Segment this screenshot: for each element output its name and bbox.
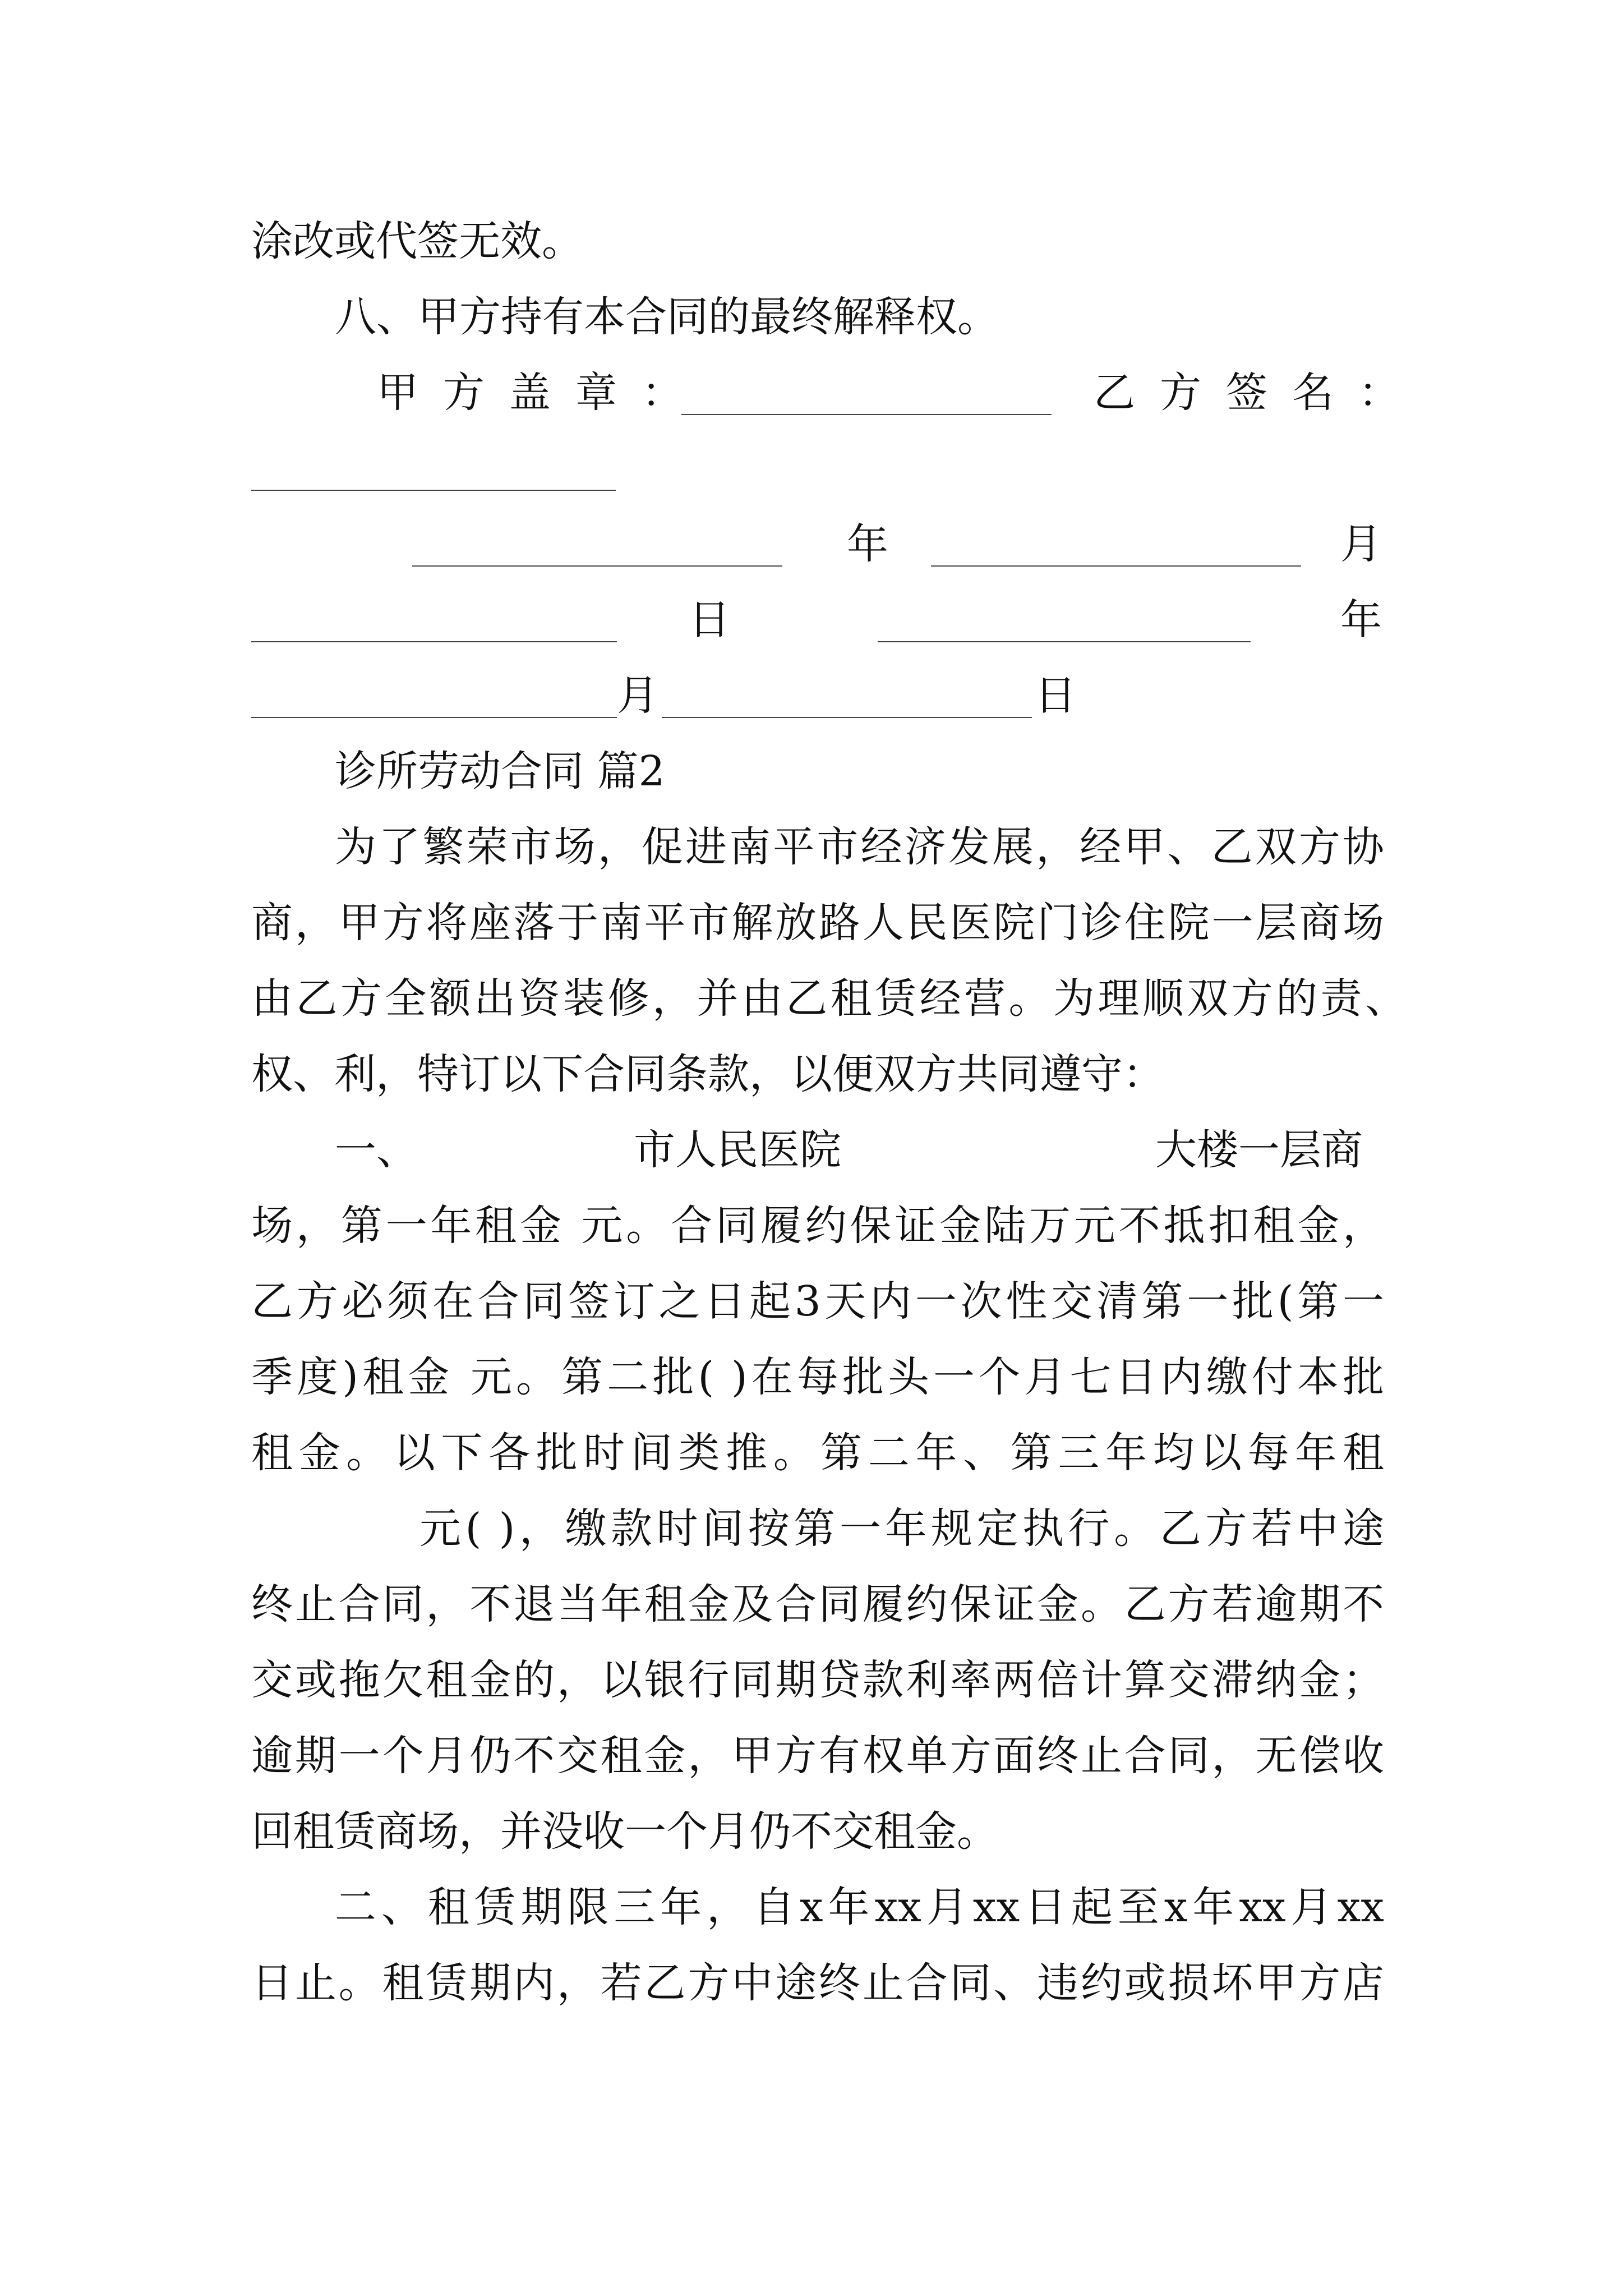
clause-1-line: 季度)租金 元。第二批( )在每批头一个月七日内缴付本批 — [251, 1353, 1384, 1401]
party-a-seal-blank[interactable] — [681, 414, 1052, 415]
party-a-year-label: 年 — [847, 520, 888, 568]
section-title: 诊所劳动合同 篇2 — [335, 747, 665, 795]
clause-1-line: 乙方必须在合同签订之日起3天内一次性交清第一批(第一 — [251, 1277, 1384, 1326]
clause-1-line: 回租赁商场，并没收一个月仍不交租金。 — [251, 1807, 998, 1856]
prev-clause-tail: 涂改或代签无效。 — [251, 217, 583, 265]
party-a-day-label: 日 — [689, 596, 730, 644]
party-b-year-label: 年 — [1340, 596, 1382, 644]
party-a-month-label: 月 — [1340, 520, 1382, 568]
intro-line: 为了繁荣市场，促进南平市经济发展，经甲、乙双方协 — [335, 823, 1384, 871]
party-a-year-blank[interactable] — [412, 565, 782, 567]
clause-1-line: 终止合同，不退当年租金及合同履约保证金。乙方若逾期不 — [251, 1580, 1384, 1628]
party-b-sign-blank[interactable] — [251, 490, 616, 491]
clause-1-line: 逾期一个月仍不交租金，甲方有权单方面终止合同，无偿收 — [251, 1732, 1384, 1780]
party-b-month-blank[interactable] — [251, 717, 617, 718]
clause-1-line: 租金。以下各批时间类推。第二年、第三年均以每年租 — [251, 1429, 1384, 1477]
party-a-seal-label: 甲方盖章： — [377, 369, 708, 417]
clause-1-building: 大楼一层商 — [1155, 1126, 1363, 1174]
clause-1-line: 场，第一年租金 元。合同履约保证金陆万元不抵扣租金， — [251, 1202, 1384, 1250]
clause-1-number: 一、 — [335, 1126, 418, 1174]
party-a-day-blank[interactable] — [251, 641, 617, 642]
party-b-month-label: 月 — [617, 671, 658, 720]
intro-line: 由乙方全额出资装修，并由乙租赁经营。为理顺双方的责、 — [251, 974, 1407, 1023]
intro-line: 商，甲方将座落于南平市解放路人民医院门诊住院一层商场 — [251, 899, 1384, 947]
party-b-year-blank[interactable] — [878, 641, 1251, 642]
clause-2-line: 二、租赁期限三年，自x年xx月xx日起至x年xx月xx — [335, 1883, 1384, 1931]
clause-8: 八、甲方持有本合同的最终解释权。 — [335, 293, 999, 341]
party-b-day-blank[interactable] — [662, 717, 1032, 718]
clause-1-line: 交或拖欠租金的，以银行同期贷款利率两倍计算交滞纳金； — [251, 1656, 1384, 1704]
party-b-day-label: 日 — [1035, 671, 1076, 720]
clause-2-line: 日止。租赁期内，若乙方中途终止合同、违约或损坏甲方店 — [251, 1959, 1384, 2007]
clause-1-line: 元( )，缴款时间按第一年规定执行。乙方若中途 — [419, 1504, 1384, 1553]
clause-1-hospital: 市人民医院 — [634, 1126, 841, 1174]
party-a-month-blank[interactable] — [931, 565, 1301, 567]
party-b-sign-label: 乙方签名： — [1094, 369, 1424, 417]
intro-line: 权、利，特订以下合同条款，以便双方共同遵守： — [251, 1050, 1164, 1098]
